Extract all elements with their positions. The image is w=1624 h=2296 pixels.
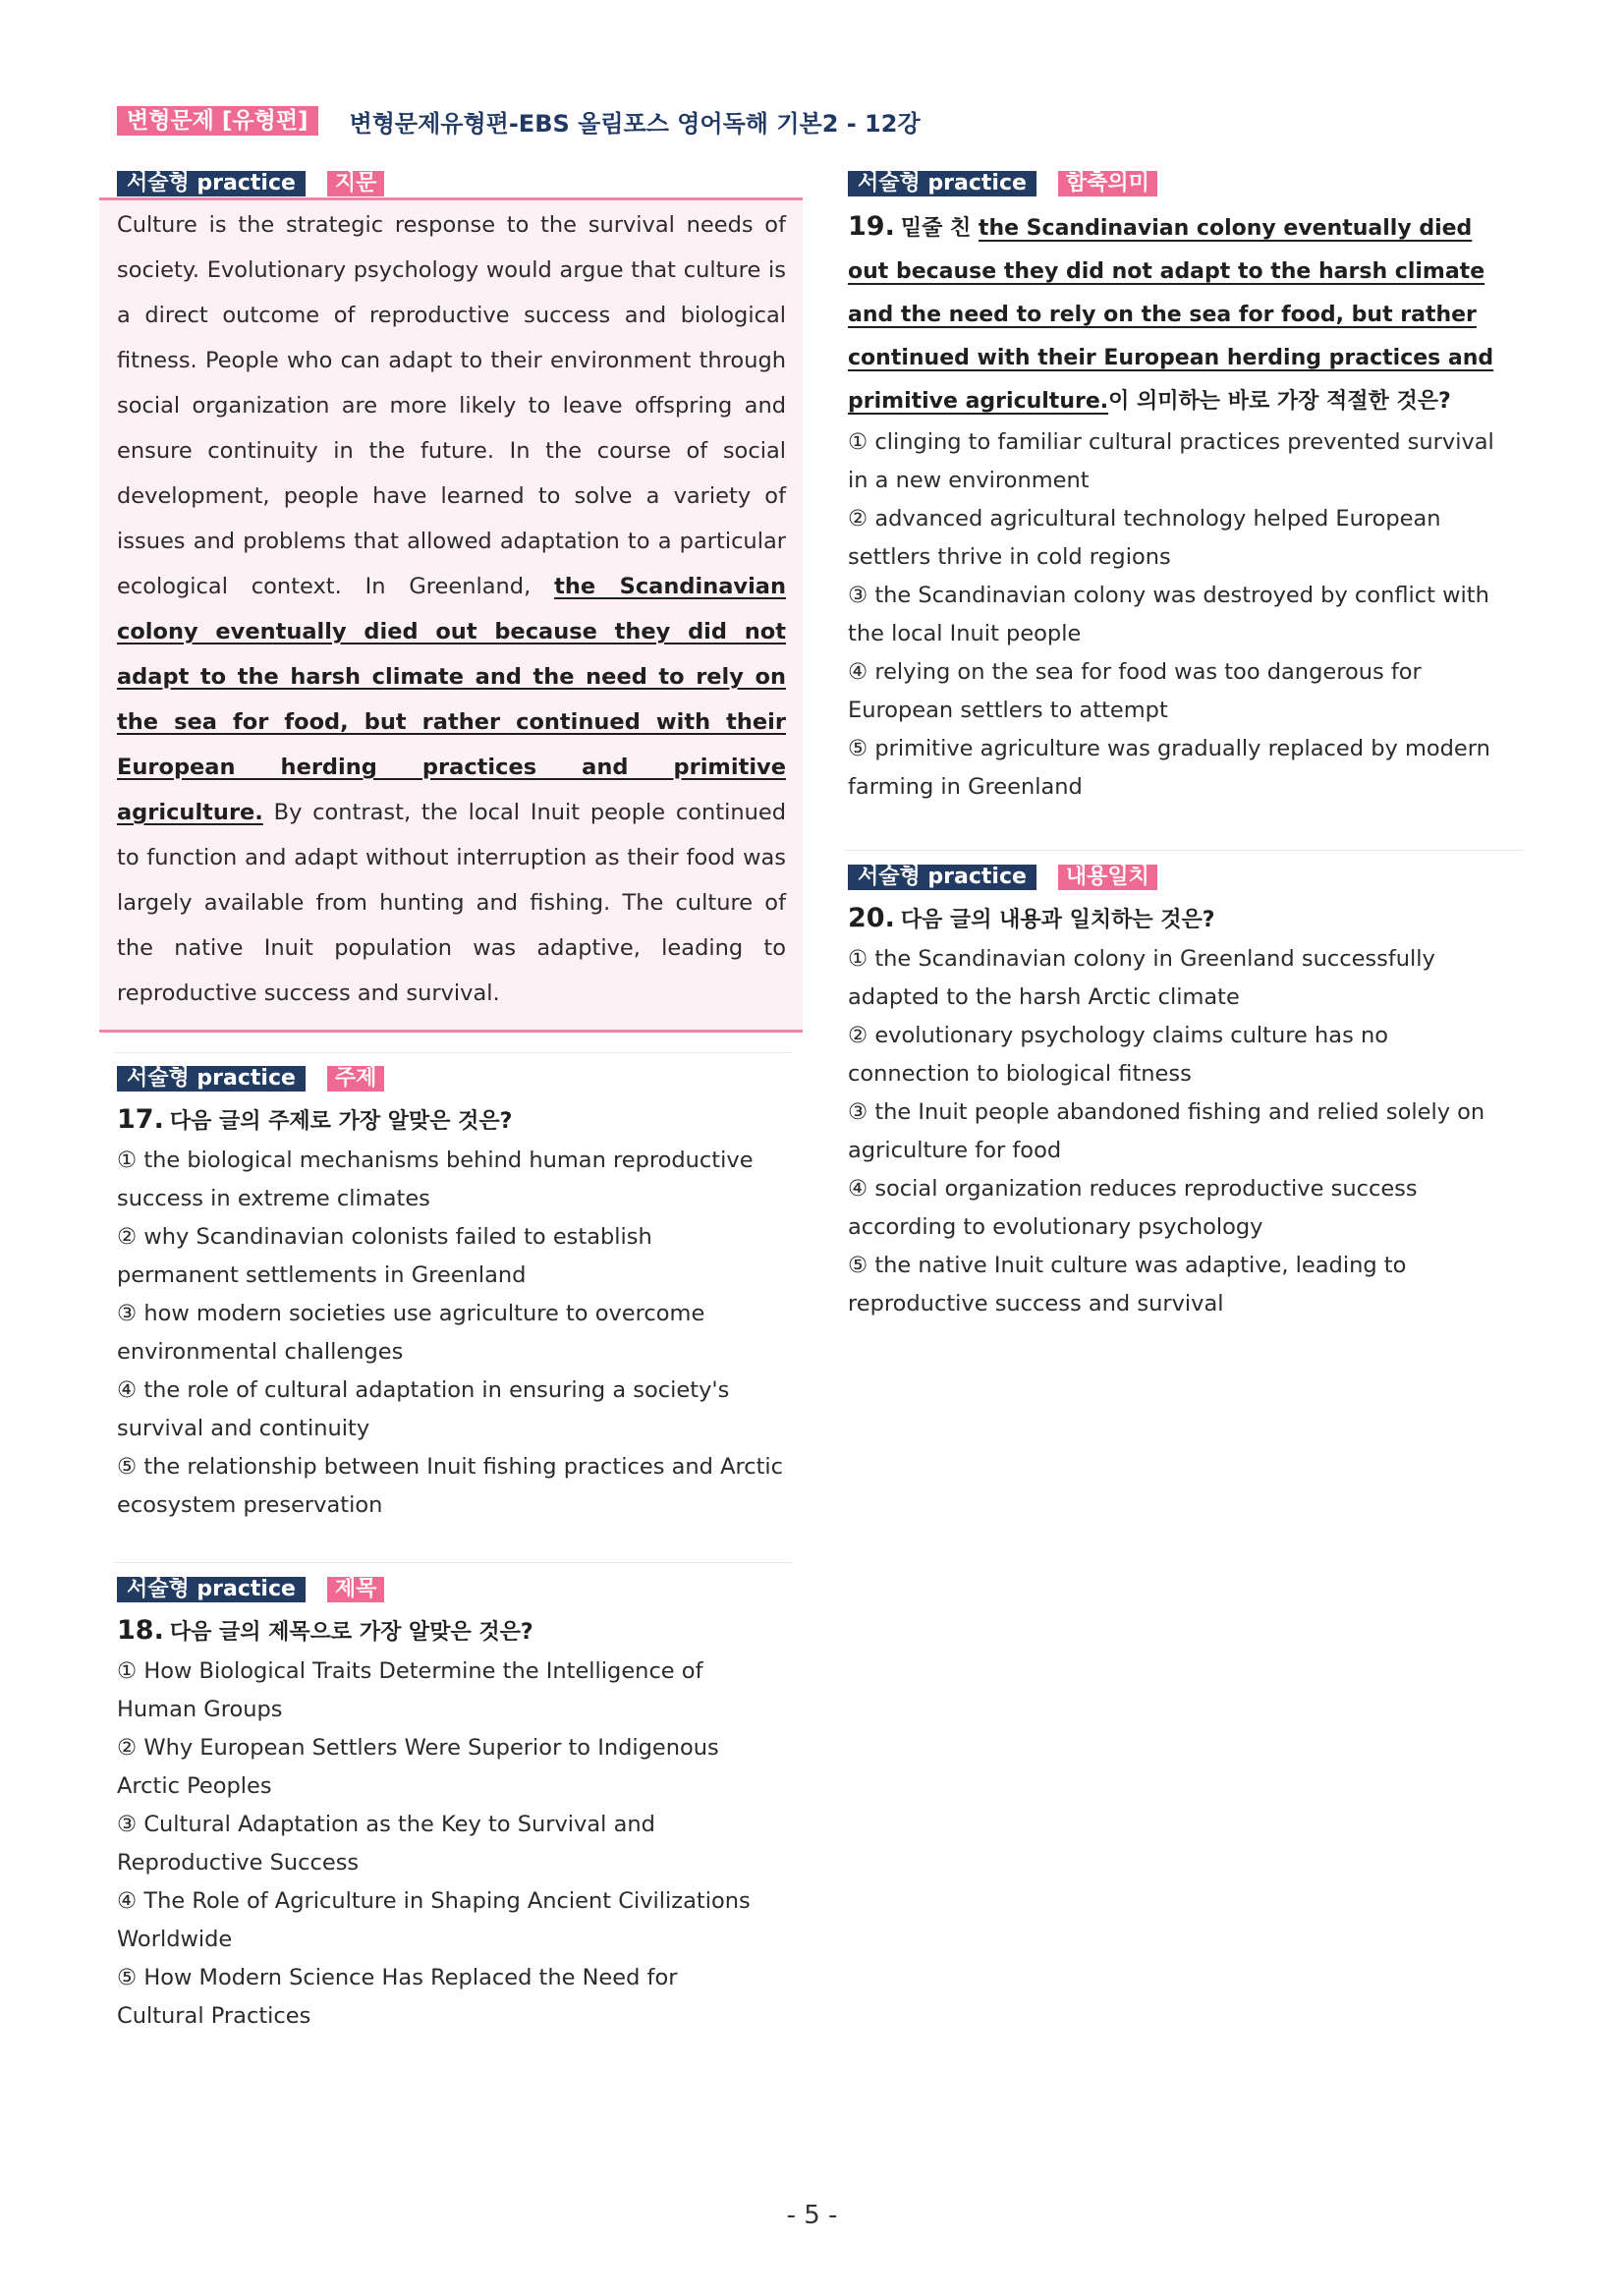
q18-option-1[interactable]: ① How Biological Traits Determine the Intelligence of Human Groups — [117, 1658, 703, 1722]
q18-option-3[interactable]: ③ Cultural Adaptation as the Key to Survival and Reproductive Success — [117, 1812, 655, 1876]
page-header — [117, 104, 921, 138]
q18-block — [117, 1611, 805, 2036]
q19-options — [848, 423, 1516, 807]
passage-label: 서술형 practice — [117, 171, 306, 196]
q18-option-4[interactable]: ④ The Role of Agriculture in Shaping Ancient Civilizations Worldwide — [117, 1888, 751, 1952]
q17-option-4[interactable]: ④ the role of cultural adaptation in ensuring a society's survival and continuity — [117, 1377, 730, 1441]
q18-label-row — [117, 1577, 384, 1602]
q19-number: 19. — [848, 211, 895, 242]
passage-text — [117, 202, 786, 1016]
q18-sublabel: 제목 — [327, 1577, 385, 1602]
q18-option-5[interactable]: ⑤ How Modern Science Has Replaced the Need for Cultural Practices — [117, 1965, 678, 2029]
q17-question-text: 다음 글의 주제로 가장 알맞은 것은? — [169, 1109, 513, 1134]
q20-option-2[interactable]: ② evolutionary psychology claims culture has no connection to biological fitness — [848, 1023, 1388, 1087]
q17-options — [117, 1142, 805, 1525]
q17-option-2[interactable]: ② why Scandinavian colonists failed to establish permanent settlements in Greenland — [117, 1224, 652, 1288]
q19-label: 서술형 practice — [848, 171, 1036, 196]
passage-label-row — [117, 171, 384, 196]
q17-question — [117, 1100, 805, 1142]
q20-option-5[interactable]: ⑤ the native Inuit culture was adaptive, leading to reproductive success and survival — [848, 1253, 1407, 1316]
q17-sublabel: 주제 — [327, 1066, 385, 1092]
header-title: 변형문제유형편-EBS 올림포스 영어독해 기본2 - 12강 — [349, 109, 921, 138]
q20-question-text: 다음 글의 내용과 일치하는 것은? — [900, 908, 1215, 932]
q20-option-1[interactable]: ① the Scandinavian colony in Greenland successfully adapted to the harsh Arctic climate — [848, 946, 1435, 1010]
q20-option-4[interactable]: ④ social organization reduces reproductive success according to evolutionary psychology — [848, 1176, 1418, 1240]
q18-question — [117, 1611, 805, 1652]
q17-label-row — [117, 1066, 384, 1092]
q20-options — [848, 940, 1526, 1323]
q18-options — [117, 1652, 805, 2036]
q20-option-3[interactable]: ③ the Inuit people abandoned fishing and relied solely on agriculture for food — [848, 1099, 1485, 1163]
q19-sublabel: 함축의미 — [1058, 171, 1157, 196]
q18-option-2[interactable]: ② Why European Settlers Were Superior to Indigenous Arctic Peoples — [117, 1735, 719, 1799]
q20-label: 서술형 practice — [848, 865, 1036, 890]
passage-underlined-sentence: the Scandinavian colony eventually died out because they did not adapt to the harsh climate and the need to rely on the sea for food, but rather continued with their European herding practices and primitive agriculture. — [117, 574, 786, 825]
q19-option-4[interactable]: ④ relying on the sea for food was too dangerous for European settlers to attempt — [848, 659, 1422, 723]
q19-block — [848, 205, 1516, 807]
q17-block — [117, 1100, 805, 1525]
section-divider — [114, 1052, 792, 1053]
q17-option-3[interactable]: ③ how modern societies use agriculture to overcome environmental challenges — [117, 1301, 705, 1365]
passage-text-before: Culture is the strategic response to the survival needs of society. Evolutionary psychology would argue that culture is a direct outcome of reproductive success and biological fitness. People who can adapt to their environment through social organization are more likely to leave offspring and ensure continuity in the future. In the course of social development, people have learned to solve a variety of issues and problems that allowed adaptation to a particular ecological context. In Greenland, — [117, 212, 786, 599]
q20-number: 20. — [848, 903, 895, 933]
q19-label-row — [848, 171, 1157, 196]
section-divider — [114, 1562, 792, 1563]
q18-number: 18. — [117, 1615, 164, 1646]
q20-block — [848, 899, 1526, 1323]
q17-option-5[interactable]: ⑤ the relationship between Inuit fishing practices and Arctic ecosystem preservation — [117, 1454, 784, 1518]
q17-number: 17. — [117, 1104, 164, 1135]
passage-text-after: By contrast, the local Inuit people continued to function and adapt without interruption as their food was largely available from hunting and fishing. The culture of the native Inuit population was adaptive, leading to reproductive success and survival. — [117, 800, 786, 1006]
q20-question — [848, 899, 1526, 940]
q19-suffix: 이 의미하는 바로 가장 적절한 것은? — [1108, 389, 1451, 414]
passage-sublabel: 지문 — [327, 171, 385, 196]
q18-question-text: 다음 글의 제목으로 가장 알맞은 것은? — [169, 1620, 533, 1645]
q17-label: 서술형 practice — [117, 1066, 306, 1092]
q20-label-row — [848, 865, 1157, 890]
page-number: - 5 - — [786, 2201, 838, 2230]
q17-option-1[interactable]: ① the biological mechanisms behind human reproductive success in extreme climates — [117, 1148, 754, 1211]
q18-label: 서술형 practice — [117, 1577, 306, 1602]
q19-option-5[interactable]: ⑤ primitive agriculture was gradually replaced by modern farming in Greenland — [848, 736, 1490, 800]
q20-sublabel: 내용일치 — [1058, 865, 1157, 890]
header-tag: 변형문제 [유형편] — [117, 106, 318, 136]
section-divider — [845, 850, 1523, 851]
q19-option-2[interactable]: ② advanced agricultural technology helped European settlers thrive in cold regions — [848, 506, 1441, 570]
q19-option-1[interactable]: ① clinging to familiar cultural practices prevented survival in a new environment — [848, 429, 1494, 493]
q19-prefix: 밑줄 친 — [900, 216, 979, 241]
q19-underlined-phrase: the Scandinavian colony eventually died out because they did not adapt to the harsh climate and the need to rely on the sea for food, but rather continued with their European herding practices and primitive agriculture. — [848, 216, 1494, 414]
q19-option-3[interactable]: ③ the Scandinavian colony was destroyed by conflict with the local Inuit people — [848, 583, 1489, 646]
q19-question — [848, 205, 1516, 423]
